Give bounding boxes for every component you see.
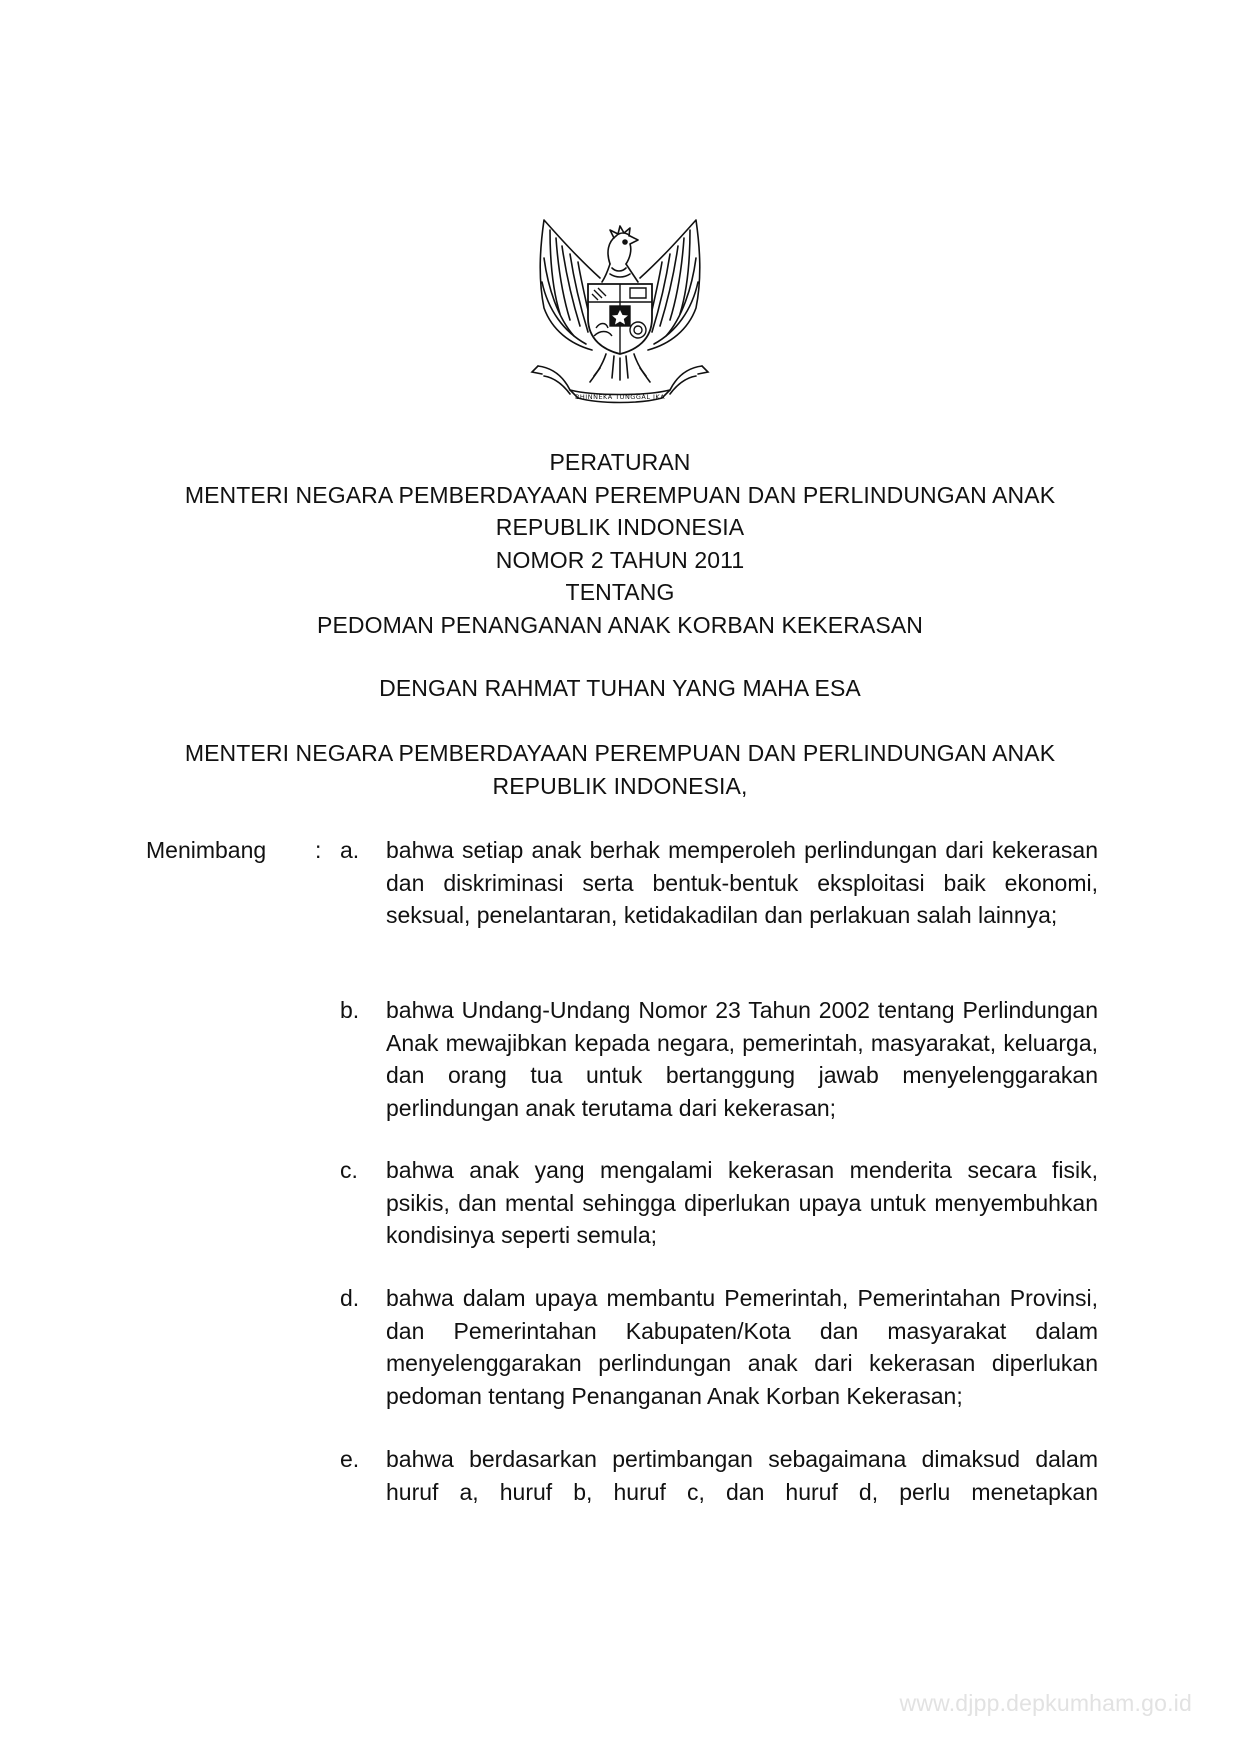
invocation-line (100, 672, 1140, 705)
official-line: MENTERI NEGARA PEMBERDAYAAN PEREMPUAN DAN PERLINDUNGAN ANAK (184, 740, 1056, 766)
clause-text: bahwa setiap anak berhak memperoleh perlindungan dari kekerasan dan diskriminasi serta bentuk-bentuk eksploitasi baik ekonomi, seksual, penelantaran, ketidakadilan dan perlakuan salah lainnya; (386, 837, 1098, 928)
considering-label: Menimbang (146, 837, 267, 863)
title-line: PERATURAN (549, 449, 691, 475)
source-watermark: www.djpp.depkumham.go.id (899, 1690, 1192, 1716)
title-line: MENTERI NEGARA PEMBERDAYAAN PEREMPUAN DAN PERLINDUNGAN ANAK (184, 481, 1056, 508)
clause-text: bahwa berdasarkan pertimbangan sebagaimana dimaksud dalam huruf a, huruf b, huruf c, dan huruf d, perlu menetapkan (386, 1446, 1098, 1505)
clause-text: bahwa anak yang mengalami kekerasan menderita secara fisik, psikis, dan mental sehingga diperlukan upaya untuk menyembuhkan kondisinya seperti semula; (386, 1157, 1098, 1248)
clause-letter: e. (340, 1446, 360, 1472)
clause-letter: c. (340, 1157, 358, 1183)
clause-text: bahwa dalam upaya membantu Pemerintah, Pemerintahan Provinsi, dan Pemerintahan Kabupaten/Kota dan masyarakat dalam menyelenggarakan perlindungan anak dari kekerasan diperlukan pedoman tentang Penanganan Anak Korban Kekerasan; (386, 1285, 1098, 1409)
official-line: REPUBLIK INDONESIA, (492, 772, 748, 799)
issuing-official (100, 737, 1140, 802)
garuda-emblem-icon (530, 218, 710, 414)
title-line: REPUBLIK INDONESIA (495, 514, 745, 540)
emblem-motto: BHINNEKA TUNGGAL IKA (574, 393, 666, 401)
clause-letter: b. (340, 997, 360, 1023)
title-line: NOMOR 2 TAHUN 2011 (495, 546, 745, 573)
clause-text: bahwa Undang-Undang Nomor 23 Tahun 2002 tentang Perlindungan Anak mewajibkan kepada negara, pemerintah, masyarakat, keluarga, dan orang tua untuk bertanggung jawab menyelenggarakan perlindungan anak terutama dari kekerasan; (386, 997, 1098, 1121)
title-line: TENTANG (565, 579, 675, 605)
considering-colon: : (315, 837, 322, 863)
clause-letter: a. (340, 837, 360, 863)
title-line: PEDOMAN PENANGANAN ANAK KORBAN KEKERASAN (317, 611, 923, 638)
regulation-title (100, 446, 1140, 641)
clause-letter: d. (340, 1285, 360, 1311)
invocation-text: DENGAN RAHMAT TUHAN YANG MAHA ESA (379, 675, 861, 701)
